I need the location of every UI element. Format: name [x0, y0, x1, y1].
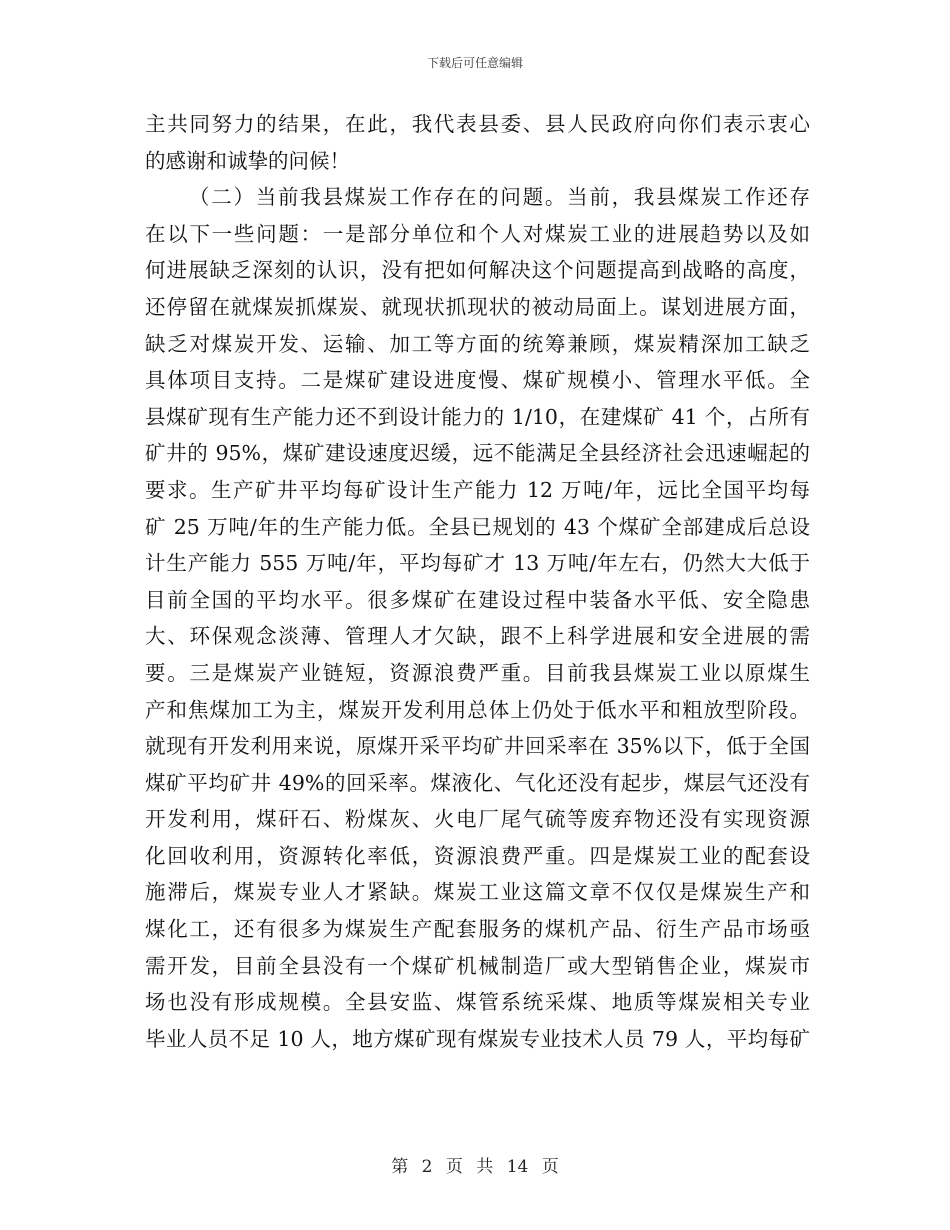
text-line: 开发利用，煤矸石、粉煤灰、火电厂尾气硫等废弃物还没有实现资源 — [145, 807, 810, 832]
document-body — [145, 106, 810, 1057]
text-line: 具体项目支持。二是煤矿建设进度慢、煤矿规模小、管理水平低。全 — [145, 368, 810, 393]
text-line: 何进展缺乏深刻的认识，没有把如何解决这个问题提高到战略的高度， — [145, 258, 810, 283]
text-line: 矿井的 95%，煤矿建设速度迟缓，远不能满足全县经济社会迅速崛起的 — [145, 441, 810, 466]
page-number-footer: 第 2 页 共 14 页 — [391, 1157, 559, 1177]
text-line: 施滞后，煤炭专业人才紧缺。煤炭工业这篇文章不仅仅是煤炭生产和 — [145, 880, 810, 905]
text-line: 化回收利用，资源转化率低，资源浪费严重。四是煤炭工业的配套设 — [145, 843, 810, 868]
text-line: 产和焦煤加工为主，煤炭开发利用总体上仍处于低水平和粗放型阶段。 — [145, 697, 810, 722]
text-line: 矿 25 万吨/年的生产能力低。全县已规划的 43 个煤矿全部建成后总设 — [145, 514, 810, 539]
text-line: 的感谢和诚挚的问候！ — [145, 148, 350, 173]
text-line: 主共同努力的结果，在此，我代表县委、县人民政府向你们表示衷心 — [145, 112, 810, 136]
text-line: 在以下一些问题：一是部分单位和个人对煤炭工业的进展趋势以及如 — [145, 221, 810, 246]
page-header-note: 下载后可任意编辑 — [426, 56, 523, 70]
text-line: 要求。生产矿井平均每矿设计生产能力 12 万吨/年，远比全国平均每 — [145, 477, 810, 502]
text-line: 需开发，目前全县没有一个煤矿机械制造厂或大型销售企业，煤炭市 — [145, 953, 810, 978]
paragraph-start-line: （二）当前我县煤炭工作存在的问题。当前，我县煤炭工作还存 — [189, 185, 810, 210]
text-line: 毕业人员不足 10 人，地方煤矿现有煤炭专业技术人员 79 人，平均每矿 — [145, 1026, 810, 1051]
text-line: 煤化工，还有很多为煤炭生产配套服务的煤机产品、衍生产品市场亟 — [145, 917, 810, 942]
text-line: 目前全国的平均水平。很多煤矿在建设过程中装备水平低、安全隐患 — [145, 587, 810, 612]
text-line: 还停留在就煤炭抓煤炭、就现状抓现状的被动局面上。谋划进展方面， — [145, 294, 810, 319]
text-line: 缺乏对煤炭开发、运输、加工等方面的统筹兼顾，煤炭精深加工缺乏 — [145, 331, 810, 356]
text-line: 计生产能力 555 万吨/年，平均每矿才 13 万吨/年左右，仍然大大低于 — [145, 551, 810, 576]
text-line: 县煤矿现有生产能力还不到设计能力的 1/10，在建煤矿 41 个，占所有 — [145, 404, 810, 429]
text-line: 就现有开发利用来说，原煤开采平均矿井回采率在 35%以下，低于全国 — [145, 734, 810, 759]
text-line: 煤矿平均矿井 49%的回采率。煤液化、气化还没有起步，煤层气还没有 — [145, 770, 810, 795]
text-line: 大、环保观念淡薄、管理人才欠缺，跟不上科学进展和安全进展的需 — [145, 624, 810, 649]
text-line: 场也没有形成规模。全县安监、煤管系统采煤、地质等煤炭相关专业 — [145, 990, 810, 1015]
text-line: 要。三是煤炭产业链短，资源浪费严重。目前我县煤炭工业以原煤生 — [145, 660, 810, 685]
